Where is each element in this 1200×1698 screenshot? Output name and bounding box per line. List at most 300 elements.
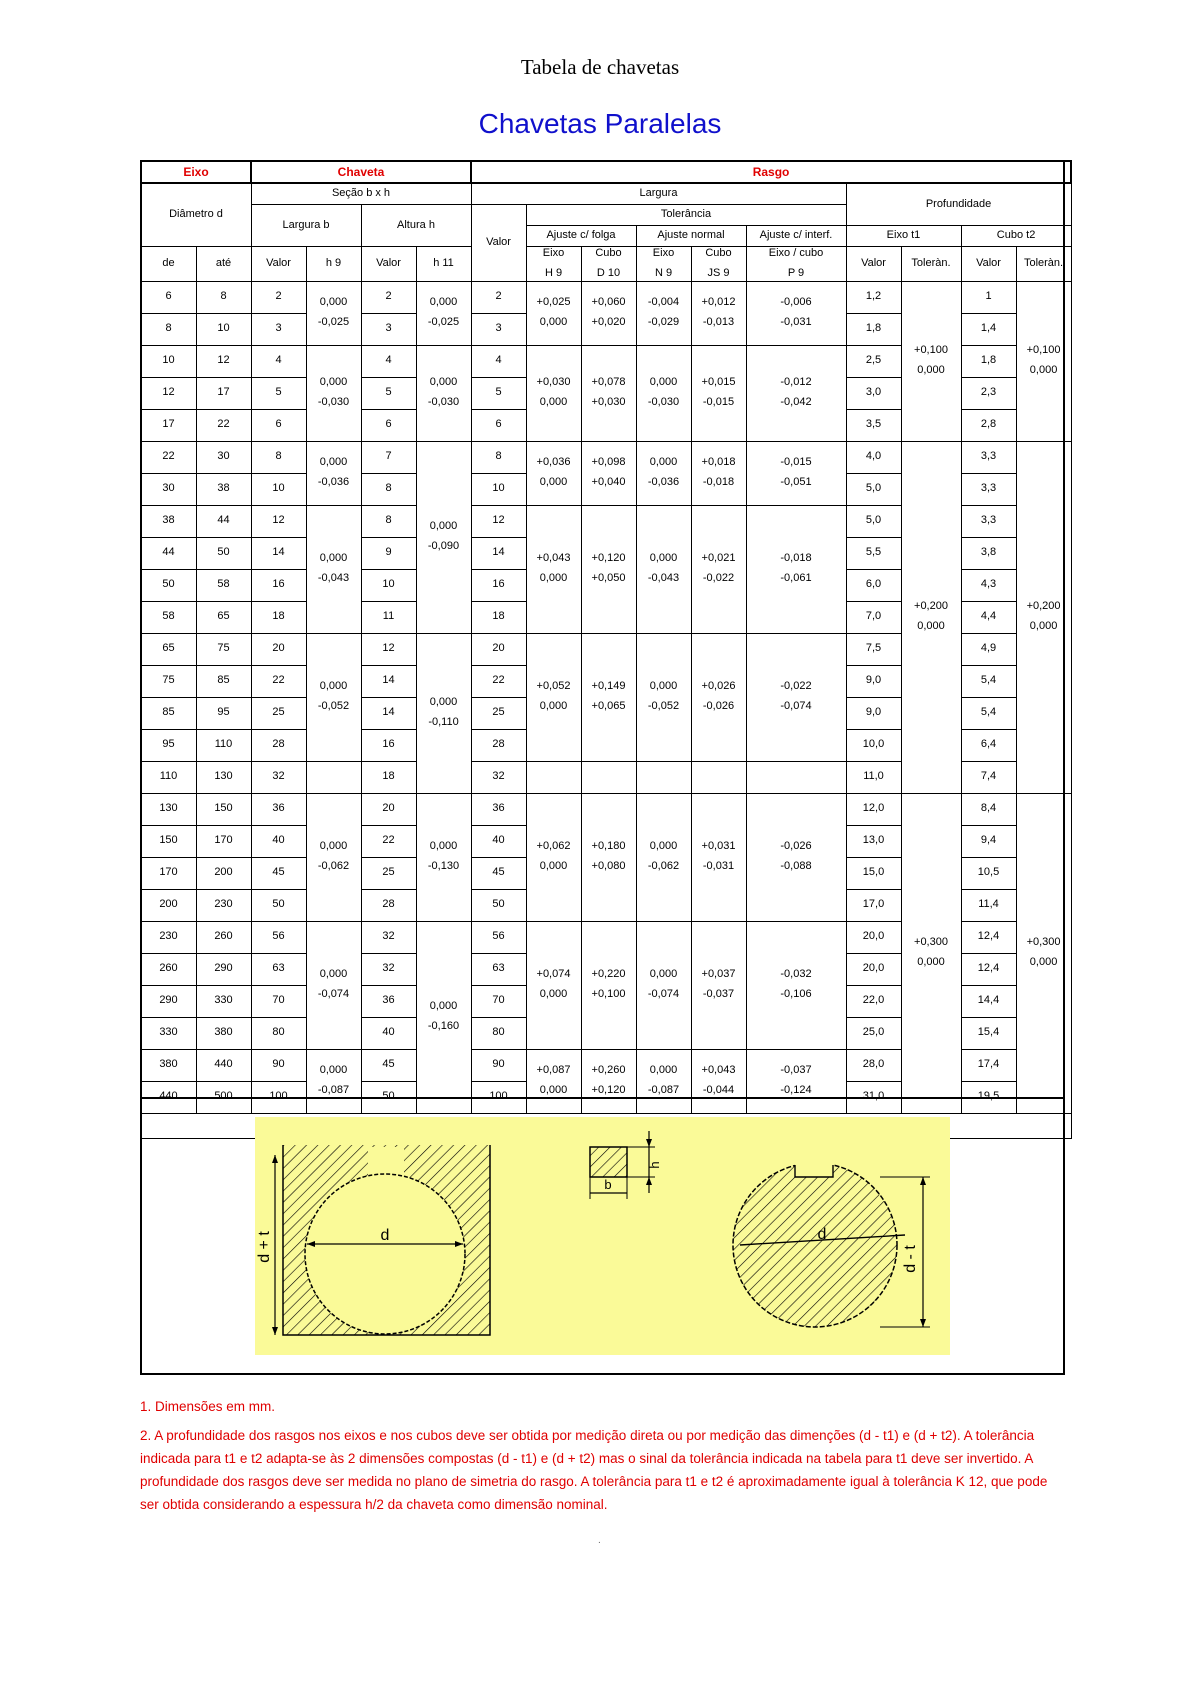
cell-tol-rasgo xyxy=(526,345,581,441)
cell-line: +0,030 xyxy=(591,396,626,408)
cell-t2: 8,4 xyxy=(961,793,1016,825)
cell-altura-h: 6 xyxy=(361,409,416,441)
header-largura: Largura xyxy=(471,183,846,205)
cell-t1: 5,0 xyxy=(846,505,901,537)
cell-de: 380 xyxy=(141,1049,196,1081)
cell-line: +0,300 xyxy=(1026,936,1061,949)
cell-tol-rasgo xyxy=(581,505,636,633)
cell-line: +0,080 xyxy=(591,860,626,872)
cell-t2: 12,4 xyxy=(961,953,1016,985)
cell-valor-rasgo: 50 xyxy=(471,889,526,921)
cell-altura-h: 8 xyxy=(361,473,416,505)
cell-t2: 4,4 xyxy=(961,601,1016,633)
cell-line: 0,000 xyxy=(319,968,348,981)
cell-de: 150 xyxy=(141,825,196,857)
cell-line: -0,015 xyxy=(780,456,812,469)
cell-line: 0,000 xyxy=(539,396,568,408)
cell-valor-rasgo: 36 xyxy=(471,793,526,825)
cell-de: 260 xyxy=(141,953,196,985)
key-table xyxy=(140,160,1072,1139)
cell-ate: 260 xyxy=(196,921,251,953)
cell-t1: 15,0 xyxy=(846,857,901,889)
cell-line: 0,000 xyxy=(917,620,945,632)
cell-de: 30 xyxy=(141,473,196,505)
cell-line: 0,000 xyxy=(1029,956,1058,968)
table-row xyxy=(141,183,1071,205)
cell-line: -0,061 xyxy=(780,572,812,584)
cell-ate: 10 xyxy=(196,313,251,345)
cell-tol-rasgo xyxy=(526,281,581,345)
cell-de: 44 xyxy=(141,537,196,569)
cell-line: +0,074 xyxy=(536,968,571,981)
header-eixo-t1: Eixo t1 xyxy=(846,226,961,247)
cell-largura-b: 70 xyxy=(251,985,306,1017)
cell-t2: 5,4 xyxy=(961,697,1016,729)
cell-tol-rasgo xyxy=(691,633,746,761)
cell-line: 0,000 xyxy=(539,316,568,328)
cell-de: 65 xyxy=(141,633,196,665)
cell-t2: 17,4 xyxy=(961,1049,1016,1081)
cell-ate: 75 xyxy=(196,633,251,665)
cell-ate: 65 xyxy=(196,601,251,633)
cell-tol-rasgo xyxy=(636,505,691,633)
cell-tol-rasgo xyxy=(636,793,691,921)
cell-h9-empty xyxy=(306,761,361,793)
cell-altura-h: 9 xyxy=(361,537,416,569)
cell-line: Eixo xyxy=(652,247,675,259)
cell-altura-h: 25 xyxy=(361,857,416,889)
cell-line: +0,043 xyxy=(701,1064,736,1077)
cell-line: D 10 xyxy=(596,266,621,279)
cell-line: -0,074 xyxy=(647,988,680,1000)
cell-h9 xyxy=(306,793,361,921)
cell-t2: 19,5 xyxy=(961,1081,1016,1113)
cell-ate: 50 xyxy=(196,537,251,569)
cell-tol-rasgo xyxy=(691,505,746,633)
cell-line: -0,036 xyxy=(647,476,680,488)
header-largura-b: Largura b xyxy=(251,205,361,247)
cell-t2: 3,8 xyxy=(961,537,1016,569)
cell-tol-empty xyxy=(636,761,691,793)
cell-line: 0,000 xyxy=(649,456,678,469)
header-valor: Valor xyxy=(361,247,416,282)
cell-tol-rasgo xyxy=(581,921,636,1049)
cell-altura-h: 3 xyxy=(361,313,416,345)
cell-tol-empty xyxy=(746,761,846,793)
cell-altura-h: 40 xyxy=(361,1017,416,1049)
cell-altura-h: 16 xyxy=(361,729,416,761)
cell-line: -0,015 xyxy=(702,396,735,408)
cell-valor-rasgo: 18 xyxy=(471,601,526,633)
cell-ate: 85 xyxy=(196,665,251,697)
cell-line: -0,160 xyxy=(427,1020,460,1032)
cell-line: +0,078 xyxy=(591,376,626,389)
cell-de: 22 xyxy=(141,441,196,473)
cell-t1: 5,0 xyxy=(846,473,901,505)
shaft-drawing xyxy=(733,1157,930,1327)
table-row xyxy=(141,281,1071,313)
cell-valor-rasgo: 32 xyxy=(471,761,526,793)
cell-t2: 3,3 xyxy=(961,441,1016,473)
note-2: 2. A profundidade dos rasgos nos eixos e nos cubos deve ser obtida por medição direta ou por medição das dimenções (d - t1) e (d + t2). A tolerância indicada para t1 e t2 adapta-se às 2 dimensões compostas (d - t1) e (d + t2) mas o sinal da tolerância indicada na tabela para t1 deve ser invertido. A profundidade dos rasgos deve ser medida no plano de simetria do rasgo. A tolerância para t1 e t2 é aproximadamente igual à tolerância K 12, que pode ser obtida considerando a espessura h/2 da chaveta como dimensão nominal. xyxy=(140,1428,1048,1512)
header-eixo: Eixo xyxy=(141,161,251,183)
cell-h9 xyxy=(306,345,361,441)
cell-valor-rasgo: 100 xyxy=(471,1081,526,1113)
cell-ate: 30 xyxy=(196,441,251,473)
cell-line: +0,043 xyxy=(536,552,571,565)
cell-h9 xyxy=(306,441,361,505)
cell-line: Cubo xyxy=(595,247,622,259)
cell-valor-rasgo: 90 xyxy=(471,1049,526,1081)
cell-t2: 14,4 xyxy=(961,985,1016,1017)
cell-line: -0,087 xyxy=(317,1084,350,1096)
cell-altura-h: 11 xyxy=(361,601,416,633)
cell-de: 440 xyxy=(141,1081,196,1113)
cell-tol-t2 xyxy=(1016,281,1071,441)
cell-altura-h: 14 xyxy=(361,697,416,729)
cell-line: +0,031 xyxy=(701,840,736,853)
header-cubo-js9 xyxy=(691,247,746,282)
cell-valor-rasgo: 56 xyxy=(471,921,526,953)
cell-tol-rasgo xyxy=(526,505,581,633)
cell-line: +0,026 xyxy=(701,680,736,693)
cell-line: 0,000 xyxy=(319,456,348,469)
cell-tol-rasgo xyxy=(746,793,846,921)
cell-line: -0,012 xyxy=(780,376,812,389)
cell-t1: 3,0 xyxy=(846,377,901,409)
cell-line: +0,149 xyxy=(591,680,626,693)
cell-altura-h: 5 xyxy=(361,377,416,409)
cell-h9 xyxy=(306,921,361,1049)
cell-valor-rasgo: 22 xyxy=(471,665,526,697)
cell-line: +0,100 xyxy=(1026,344,1061,357)
cell-largura-b: 40 xyxy=(251,825,306,857)
cell-line: -0,037 xyxy=(702,988,735,1000)
cell-de: 8 xyxy=(141,313,196,345)
header-h9: h 9 xyxy=(306,247,361,282)
cell-valor-rasgo: 70 xyxy=(471,985,526,1017)
cell-tol-rasgo xyxy=(581,793,636,921)
cell-line: +0,021 xyxy=(701,552,736,565)
cell-tol-rasgo xyxy=(636,633,691,761)
cell-line: 0,000 xyxy=(429,840,458,853)
header-ajuste-folga: Ajuste c/ folga xyxy=(526,226,636,247)
cell-valor-rasgo: 10 xyxy=(471,473,526,505)
cell-line: +0,100 xyxy=(591,988,626,1000)
cell-line: +0,260 xyxy=(591,1064,626,1077)
cell-line: -0,026 xyxy=(780,840,812,853)
cell-ate: 130 xyxy=(196,761,251,793)
cell-t2: 7,4 xyxy=(961,761,1016,793)
cell-line: +0,200 xyxy=(914,600,948,613)
cell-valor-rasgo: 8 xyxy=(471,441,526,473)
cell-largura-b: 45 xyxy=(251,857,306,889)
cell-altura-h: 50 xyxy=(361,1081,416,1113)
cell-ate: 44 xyxy=(196,505,251,537)
header-cubo-t2: Cubo t2 xyxy=(961,226,1071,247)
cell-t2: 1,8 xyxy=(961,345,1016,377)
cell-altura-h: 22 xyxy=(361,825,416,857)
cell-valor-rasgo: 40 xyxy=(471,825,526,857)
cell-h11 xyxy=(416,281,471,345)
header-eixo-h9 xyxy=(526,247,581,282)
cell-tol-rasgo xyxy=(691,921,746,1049)
cell-altura-h: 36 xyxy=(361,985,416,1017)
cell-tol-t1 xyxy=(901,793,961,1113)
cell-line: -0,124 xyxy=(780,1084,812,1096)
cell-h9 xyxy=(306,633,361,761)
cell-largura-b: 25 xyxy=(251,697,306,729)
cell-largura-b: 16 xyxy=(251,569,306,601)
cell-ate: 330 xyxy=(196,985,251,1017)
cell-altura-h: 18 xyxy=(361,761,416,793)
cell-line: -0,013 xyxy=(702,316,735,328)
cell-line: -0,022 xyxy=(702,572,735,584)
cell-altura-h: 2 xyxy=(361,281,416,313)
cell-line: 0,000 xyxy=(319,296,348,309)
cell-tol-rasgo xyxy=(581,441,636,505)
cell-line: -0,043 xyxy=(317,572,350,584)
cell-t1: 1,2 xyxy=(846,281,901,313)
cell-line: 0,000 xyxy=(649,376,678,389)
cell-line: -0,006 xyxy=(780,296,812,309)
cell-line: -0,018 xyxy=(702,476,735,488)
header-cubo-d10 xyxy=(581,247,636,282)
cell-t1: 9,0 xyxy=(846,697,901,729)
table-row xyxy=(141,793,1071,825)
cell-line: 0,000 xyxy=(649,968,678,981)
cell-t1: 17,0 xyxy=(846,889,901,921)
page-title: Chavetas Paralelas xyxy=(478,108,722,139)
cell-largura-b: 4 xyxy=(251,345,306,377)
cell-altura-h: 4 xyxy=(361,345,416,377)
cell-de: 95 xyxy=(141,729,196,761)
cell-line: 0,000 xyxy=(319,840,348,853)
cell-tol-rasgo xyxy=(636,281,691,345)
cell-line: Cubo xyxy=(705,247,732,259)
cell-t2: 5,4 xyxy=(961,665,1016,697)
cell-line: +0,300 xyxy=(914,936,948,949)
cell-de: 170 xyxy=(141,857,196,889)
cell-line: -0,036 xyxy=(317,476,350,488)
cell-line: 0,000 xyxy=(539,476,568,488)
header-valor-t1: Valor xyxy=(846,247,901,282)
cell-t2: 9,4 xyxy=(961,825,1016,857)
cell-t1: 1,8 xyxy=(846,313,901,345)
cell-largura-b: 63 xyxy=(251,953,306,985)
cell-tol-rasgo xyxy=(746,505,846,633)
cell-h11 xyxy=(416,921,471,1113)
cell-altura-h: 14 xyxy=(361,665,416,697)
cell-tol-rasgo xyxy=(636,921,691,1049)
cell-largura-b: 100 xyxy=(251,1081,306,1113)
cell-largura-b: 90 xyxy=(251,1049,306,1081)
key-section-drawing xyxy=(590,1131,655,1199)
header-de: de xyxy=(141,247,196,282)
cell-t1: 9,0 xyxy=(846,665,901,697)
cell-line: -0,030 xyxy=(427,396,460,408)
cell-de: 290 xyxy=(141,985,196,1017)
cell-t2: 6,4 xyxy=(961,729,1016,761)
header-diametro: Diâmetro d xyxy=(141,183,251,247)
footer-dot: . xyxy=(598,1535,601,1546)
cell-valor-rasgo: 28 xyxy=(471,729,526,761)
table-row xyxy=(141,161,1071,183)
cell-line: +0,036 xyxy=(536,456,571,469)
cell-de: 58 xyxy=(141,601,196,633)
cell-line: +0,050 xyxy=(591,572,626,584)
cell-line: 0,000 xyxy=(649,552,678,565)
cell-line: -0,022 xyxy=(780,680,812,693)
cell-h11 xyxy=(416,345,471,441)
notes xyxy=(140,1395,1065,1522)
cell-line: +0,120 xyxy=(591,552,626,565)
cell-de: 200 xyxy=(141,889,196,921)
table-row xyxy=(141,441,1071,473)
cell-t2: 2,3 xyxy=(961,377,1016,409)
cell-t2: 4,9 xyxy=(961,633,1016,665)
cell-line: -0,037 xyxy=(780,1064,812,1077)
header-valor-t2: Valor xyxy=(961,247,1016,282)
cell-line: 0,000 xyxy=(429,1000,458,1013)
cell-ate: 290 xyxy=(196,953,251,985)
cell-largura-b: 20 xyxy=(251,633,306,665)
cell-tol-rasgo xyxy=(746,921,846,1049)
cell-ate: 22 xyxy=(196,409,251,441)
cell-line: -0,110 xyxy=(428,716,459,728)
cell-h9 xyxy=(306,281,361,345)
cell-ate: 500 xyxy=(196,1081,251,1113)
cell-de: 17 xyxy=(141,409,196,441)
cell-tol-rasgo xyxy=(581,281,636,345)
cell-line: 0,000 xyxy=(539,700,568,712)
cell-tol-rasgo xyxy=(581,345,636,441)
cell-line: +0,018 xyxy=(701,456,736,469)
cell-ate: 230 xyxy=(196,889,251,921)
cell-line: -0,130 xyxy=(427,860,460,872)
cell-tol-t2 xyxy=(1016,441,1071,793)
cell-tol-rasgo xyxy=(746,345,846,441)
document-title: Tabela de chavetas xyxy=(520,55,680,79)
cell-line: H 9 xyxy=(544,266,563,279)
header-tolerancia: Tolerância xyxy=(526,205,846,226)
cell-line: 0,000 xyxy=(429,696,458,709)
cell-tol-empty xyxy=(691,761,746,793)
cell-largura-b: 22 xyxy=(251,665,306,697)
cell-t2: 3,3 xyxy=(961,473,1016,505)
cell-line: +0,025 xyxy=(536,296,571,309)
cell-de: 330 xyxy=(141,1017,196,1049)
cell-line: -0,031 xyxy=(780,316,812,328)
label-d-minus-t1: d - t xyxy=(902,1245,919,1273)
cell-largura-b: 28 xyxy=(251,729,306,761)
cell-line: 0,000 xyxy=(539,988,568,1000)
cell-line: 0,000 xyxy=(917,364,945,376)
cell-t1: 31,0 xyxy=(846,1081,901,1113)
cell-line: -0,052 xyxy=(647,700,680,712)
cell-de: 12 xyxy=(141,377,196,409)
cell-line: +0,062 xyxy=(536,840,571,853)
header-toleran-t1: Toleràn. xyxy=(901,247,961,282)
cell-largura-b: 5 xyxy=(251,377,306,409)
cell-valor-rasgo: 45 xyxy=(471,857,526,889)
cell-t1: 10,0 xyxy=(846,729,901,761)
cell-h9 xyxy=(306,505,361,633)
cell-line: -0,025 xyxy=(317,316,350,328)
cell-t1: 28,0 xyxy=(846,1049,901,1081)
label-d-shaft: d xyxy=(817,1226,827,1243)
cell-line: -0,026 xyxy=(702,700,735,712)
cell-line: +0,120 xyxy=(591,1084,626,1096)
cell-line: 0,000 xyxy=(1029,364,1058,376)
cell-line: 0,000 xyxy=(649,680,678,693)
cell-largura-b: 18 xyxy=(251,601,306,633)
cell-line: -0,025 xyxy=(427,316,460,328)
cell-line: -0,029 xyxy=(647,316,680,328)
cell-t1: 7,5 xyxy=(846,633,901,665)
cell-ate: 440 xyxy=(196,1049,251,1081)
label-d: d xyxy=(380,1227,390,1244)
cell-t1: 11,0 xyxy=(846,761,901,793)
cell-line: -0,031 xyxy=(702,860,735,872)
cell-largura-b: 50 xyxy=(251,889,306,921)
cell-line: 0,000 xyxy=(319,552,348,565)
header-valor: Valor xyxy=(251,247,306,282)
cell-t1: 20,0 xyxy=(846,921,901,953)
cell-line: -0,051 xyxy=(780,476,812,488)
cell-t1: 7,0 xyxy=(846,601,901,633)
cell-tol-rasgo xyxy=(581,633,636,761)
cell-line: 0,000 xyxy=(429,376,458,389)
cell-t1: 3,5 xyxy=(846,409,901,441)
cell-ate: 150 xyxy=(196,793,251,825)
cell-line: Eixo xyxy=(542,247,565,259)
cell-t2: 15,4 xyxy=(961,1017,1016,1049)
cell-line: -0,030 xyxy=(647,396,680,408)
cell-line: +0,180 xyxy=(591,840,626,853)
cell-line: -0,088 xyxy=(780,860,812,872)
cell-line: +0,065 xyxy=(591,700,626,712)
cell-tol-rasgo xyxy=(636,441,691,505)
cell-line: +0,087 xyxy=(536,1064,571,1077)
cell-tol-rasgo xyxy=(526,633,581,761)
cell-line: 0,000 xyxy=(429,520,458,533)
cell-altura-h: 10 xyxy=(361,569,416,601)
cell-valor-rasgo: 2 xyxy=(471,281,526,313)
header-ajuste-normal: Ajuste normal xyxy=(636,226,746,247)
cell-line: +0,015 xyxy=(701,376,736,389)
cell-valor-rasgo: 25 xyxy=(471,697,526,729)
cell-altura-h: 20 xyxy=(361,793,416,825)
cell-h11 xyxy=(416,633,471,793)
cell-tol-rasgo xyxy=(691,345,746,441)
cell-t2: 1,4 xyxy=(961,313,1016,345)
cell-t2: 1 xyxy=(961,281,1016,313)
cell-ate: 8 xyxy=(196,281,251,313)
cell-line: -0,032 xyxy=(780,968,812,981)
cell-valor-rasgo: 4 xyxy=(471,345,526,377)
header-altura-h: Altura h xyxy=(361,205,471,247)
label-h: h xyxy=(647,1161,662,1169)
cell-line: +0,030 xyxy=(536,376,571,389)
cell-line: -0,004 xyxy=(647,296,680,309)
cell-valor-rasgo: 16 xyxy=(471,569,526,601)
cell-t1: 20,0 xyxy=(846,953,901,985)
table-row xyxy=(141,247,1071,282)
cell-tol-rasgo xyxy=(691,441,746,505)
cell-line: N 9 xyxy=(654,266,673,279)
cell-t2: 4,3 xyxy=(961,569,1016,601)
